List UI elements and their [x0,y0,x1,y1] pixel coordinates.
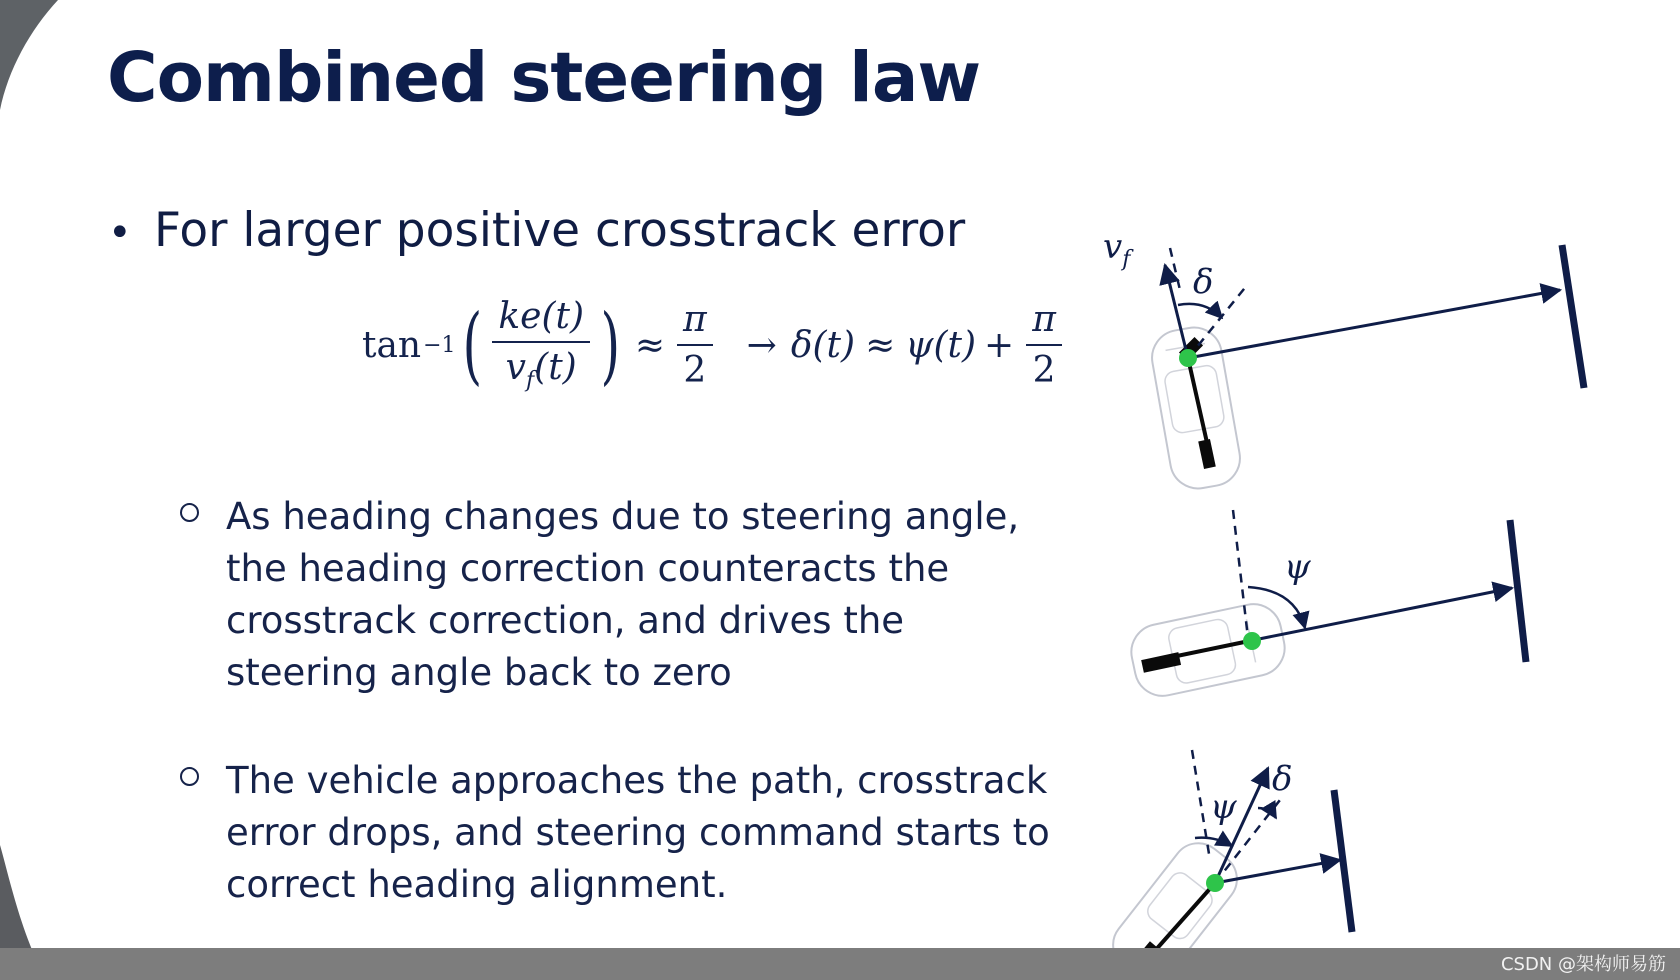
formula-psi: ψ(t) [905,324,977,366]
watermark: CSDN @架构师易筋 [1500,954,1666,975]
footer-bar [0,948,1680,980]
vertical-reference-line [1233,510,1248,638]
formula-den-f: f [526,368,535,394]
formula-right-paren: ) [600,296,621,394]
sub-bullet-1-line-4: steering angle back to zero [226,651,732,694]
delta-label-top: δ [1193,262,1214,302]
velocity-vector [1165,265,1188,358]
front-axle-point-2 [1243,632,1261,650]
sub-bullet-1-line-2: the heading correction counteracts the [226,547,950,590]
formula-den-t: (t) [534,347,577,389]
vf-label-f: f [1122,247,1131,272]
formula-approx-2: ≈ [865,324,896,366]
crosstrack-vector-2 [1254,588,1512,640]
sub-bullet-2-line-3: correct heading alignment. [226,863,728,906]
bullet-dot: • [108,210,132,256]
psi-arc-3 [1195,838,1232,846]
formula-arrow: → [746,324,777,366]
path-line-1 [1562,245,1584,388]
crosstrack-vector-3 [1215,860,1340,883]
path-line-2 [1510,520,1526,662]
heading-dashed-line [1170,248,1180,290]
front-axle-point-3 [1206,874,1224,892]
vf-label-v: v [1103,227,1123,267]
formula-delta: δ(t) [790,324,856,366]
formula-left-paren: ( [462,296,482,394]
formula-two: 2 [683,350,707,391]
formula-exponent: −1 [423,332,456,358]
sub-bullet-2-line-1: The vehicle approaches the path, crosstrack [226,759,1048,802]
car-1-rear-wheel [1198,439,1216,469]
formula-plus: + [984,324,1015,366]
delta-arc [1178,304,1222,318]
sub-bullet-1-line-1: As heading changes due to steering angle, [226,495,1020,538]
psi-arc [1248,587,1305,628]
formula-den-v: v [505,347,526,389]
formula-pi-2: π [1026,299,1062,346]
main-bullet-text: For larger positive crosstrack error [154,203,966,258]
sub-bullet-1-line-3: crosstrack correction, and drives the [226,599,905,642]
slide-title: Combined steering law [107,38,981,118]
formula-approx-1: ≈ [634,324,665,366]
delta-label-bottom: δ [1272,759,1293,799]
front-axle-point-1 [1179,349,1197,367]
formula-numerator: ke(t) [492,296,590,343]
diagram-2 [1126,510,1526,701]
vf-label [1103,227,1134,272]
diagram-1 [1103,227,1584,493]
formula-two-2: 2 [1032,350,1056,391]
crosstrack-vector-1 [1188,290,1560,358]
formula-pi: π [677,299,713,346]
sub-bullet-2-line-2: error drops, and steering command starts to [226,811,1050,854]
psi-label-bottom: ψ [1210,787,1237,827]
diagram-3 [1103,750,1352,980]
formula-tan: tan [362,324,422,366]
psi-label-mid: ψ [1284,547,1311,587]
